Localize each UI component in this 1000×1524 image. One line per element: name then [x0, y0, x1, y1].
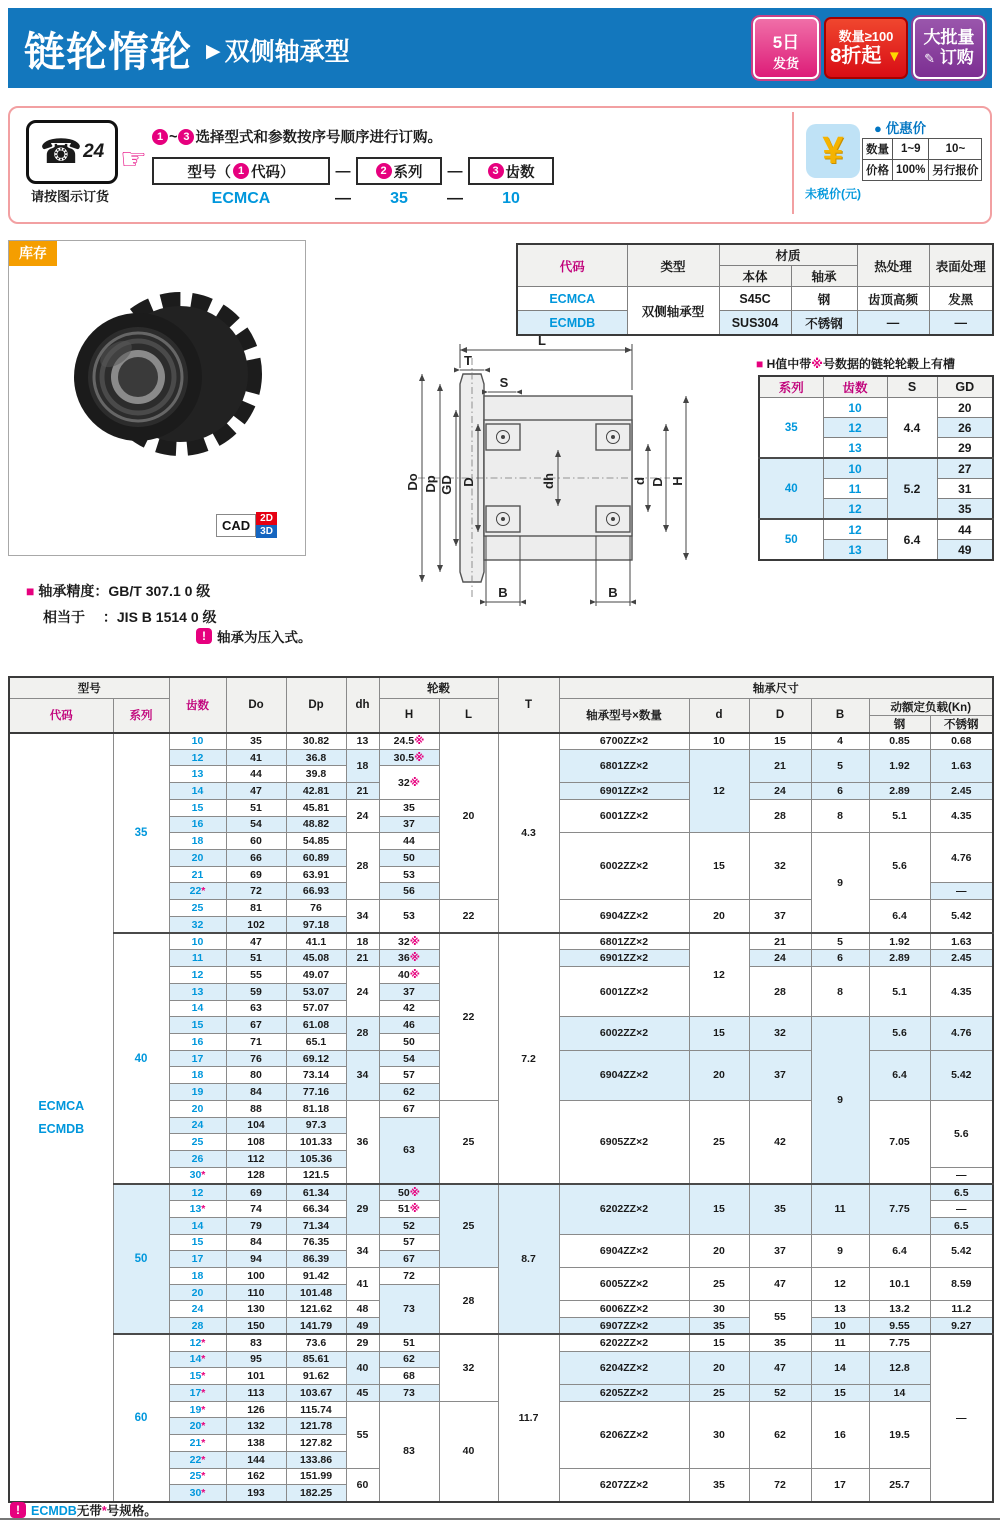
arrow-icon: ▶ — [206, 40, 221, 62]
press-fit-note: ! 轴承为压入式。 — [196, 626, 312, 646]
svg-text:T: T — [464, 353, 472, 368]
table-row: 20 88 81.18 36 67 25 6905ZZ×2 25 42 7.05 5.6 — [9, 1100, 993, 1117]
col-code: 代码 — [9, 698, 113, 733]
svg-text:D: D — [650, 477, 665, 487]
col-bearing-dims: 轴承尺寸 — [559, 677, 993, 698]
col-D: D — [749, 698, 811, 733]
col-surface-treatment: 表面处理 — [929, 244, 993, 287]
order-format-boxes — [152, 157, 554, 185]
table-row: 18 100 91.42 41 72 28 6005ZZ×2 25 47 12 10.1 8.59 — [9, 1268, 993, 1285]
table-row: 15 84 76.35 34 57 6904ZZ×2 20 37 9 6.4 5.42 — [9, 1234, 993, 1251]
table-row: 50 12 6.4 44 — [759, 519, 993, 540]
order-example-values: ECMCA — 35 — 10 — [152, 190, 554, 208]
technical-drawing — [318, 332, 768, 628]
svg-text:Do: Do — [405, 473, 420, 491]
table-row: 14 79 71.34 52 6.5 — [9, 1217, 993, 1234]
table-row: 40 10 5.2 27 — [759, 458, 993, 479]
price-caption: 未税价(元) — [805, 187, 861, 201]
col-T: T — [498, 677, 559, 733]
table-row: 13 59 53.07 37 — [9, 983, 993, 1000]
svg-text:B: B — [498, 585, 508, 600]
badge-5day-line2: 发货 — [772, 55, 799, 71]
table-row: ECMCA 双侧轴承型 S45C 钢 齿顶高频 发黑 — [517, 287, 993, 311]
table-row: 15 51 45.81 24 35 6001ZZ×2 28 8 5.1 4.35 — [9, 799, 993, 816]
badge-volume-discount — [824, 17, 908, 79]
table-row: 13 44 39.8 32※ — [9, 766, 993, 783]
instruction-text: 选择型式和参数按序号顺序进行订购。 — [195, 130, 442, 146]
cad-3d-button[interactable]: 3D — [256, 525, 277, 538]
phone-24h-icon — [26, 120, 118, 184]
table-row: 13 29 — [759, 438, 993, 459]
exclamation-icon: ! — [196, 628, 212, 644]
circled-3-icon: 3 — [488, 163, 504, 179]
header-badges — [753, 17, 985, 79]
cad-label: CAD — [216, 514, 256, 537]
product-photo — [38, 262, 268, 492]
badge-5day-line1: 5日 — [772, 32, 800, 52]
table-row: ECMDB SUS304 不锈钢 — — — [517, 311, 993, 336]
col-type: 类型 — [627, 244, 719, 287]
table-row: 30* 128 121.5 — — [9, 1167, 993, 1184]
table-row: 12 41 36.8 18 30.5※ 6801ZZ×2 12 21 5 1.92 1.63 — [9, 749, 993, 766]
gd-table-title: ■ H值中带※号数据的链轮轮毂上有槽 — [756, 357, 955, 371]
table-row: 14 63 57.07 42 — [9, 1000, 993, 1017]
order-box-teeth: 3 齿数 — [468, 157, 554, 185]
table-row: 20* 132 121.78 — [9, 1418, 993, 1435]
table-row: 28 150 141.79 49 6907ZZ×2 35 10 9.55 9.27 — [9, 1318, 993, 1335]
table-row: 12 26 — [759, 418, 993, 438]
col-dynamic-load: 动额定负载(Kn) — [869, 698, 993, 715]
table-row: 数量 1~9 10~ — [863, 139, 982, 160]
order-box-series: 2 系列 — [356, 157, 442, 185]
discount-price-table — [862, 138, 982, 181]
pink-square-icon: ■ — [26, 583, 35, 599]
table-row: 19* 126 115.74 55 83 40 6206ZZ×2 30 62 16 19.5 — [9, 1401, 993, 1418]
col-steel: 钢 — [869, 715, 930, 733]
col-series: 系列 — [759, 376, 823, 398]
dash: — — [447, 162, 463, 180]
svg-text:D: D — [461, 477, 476, 487]
badge-discount-line1: 数量≥100 — [838, 28, 894, 44]
col-Dp: Dp — [286, 677, 346, 733]
svg-text:dh: dh — [541, 473, 556, 489]
table-row: 16 71 65.1 50 — [9, 1033, 993, 1050]
table-row: 26 112 105.36 — [9, 1150, 993, 1167]
pointing-hand-icon: ☞ — [120, 143, 147, 176]
table-row: 15 67 61.08 28 46 6002ZZ×2 15 32 9 5.6 4.76 — [9, 1017, 993, 1034]
discount-price-label: ● 优惠价 — [874, 121, 927, 136]
table-row: ECMCA ECMDB 35 10 35 30.82 13 24.5※ 20 4.3 6700ZZ×2 10 15 4 0.85 0.68 — [9, 733, 993, 750]
table-row: 13* 74 66.34 51※ — — [9, 1201, 993, 1218]
circled-2-icon: 2 — [376, 163, 392, 179]
table-row: 25 108 101.33 — [9, 1134, 993, 1151]
col-dh: dh — [346, 677, 379, 733]
cad-badge — [216, 512, 277, 538]
svg-text:H: H — [670, 476, 685, 486]
svg-text:Dp: Dp — [423, 475, 438, 493]
svg-text:d: d — [632, 477, 647, 485]
gd-table — [758, 375, 994, 561]
col-model: 型号 — [9, 677, 169, 698]
table-row: 17 94 86.39 67 — [9, 1251, 993, 1268]
bearing-precision-note: ■ 轴承精度：GB/T 307.1 0 级 相当于 ：JIS B 1514 0 级 — [26, 583, 217, 625]
col-bearing-model: 轴承型号×数量 — [559, 698, 689, 733]
badge-discount-line2: 8折起 — [830, 44, 882, 67]
svg-text:S: S — [499, 375, 509, 390]
table-row: 21* 138 127.82 — [9, 1435, 993, 1452]
table-row: 35 10 4.4 20 — [759, 398, 993, 418]
table-row: 50 12 69 61.34 29 50※ 25 8.7 6202ZZ×2 15 35 11 7.75 6.5 — [9, 1184, 993, 1201]
phone-caption: 请按图示订货 — [30, 189, 109, 204]
col-hub: 轮毂 — [379, 677, 498, 698]
badge-bulk-order — [913, 17, 985, 79]
table-row: 14 47 42.81 21 6901ZZ×2 24 6 2.89 2.45 — [9, 783, 993, 800]
badge-5day-shipping — [753, 17, 819, 79]
page-subtitle: 双侧轴承型 — [224, 38, 350, 66]
order-instruction — [152, 126, 442, 147]
pink-square-icon: ■ — [756, 357, 764, 371]
col-Do: Do — [226, 677, 286, 733]
table-row: 24 104 97.3 63 — [9, 1117, 993, 1134]
col-B: B — [811, 698, 869, 733]
code-cell: ECMCA ECMDB — [9, 733, 113, 1502]
table-row: 20 110 101.48 73 — [9, 1284, 993, 1301]
order-box-model: 型号（ 1 代码） — [152, 157, 330, 185]
table-row: 17 76 69.12 34 54 6904ZZ×2 20 37 6.4 5.42 — [9, 1050, 993, 1067]
stock-badge: 库存 — [9, 241, 57, 266]
col-teeth: 齿数 — [823, 376, 887, 398]
col-material: 材质 — [719, 244, 857, 266]
svg-text:L: L — [538, 333, 546, 348]
col-series: 系列 — [113, 698, 169, 733]
table-row: 32 102 97.18 — [9, 916, 993, 933]
col-heat-treatment: 热处理 — [857, 244, 929, 287]
table-row: 18 80 73.14 57 — [9, 1067, 993, 1084]
col-GD: GD — [937, 376, 993, 398]
table-row: 16 54 48.82 37 — [9, 816, 993, 833]
table-row: 30* 193 182.25 — [9, 1485, 993, 1502]
col-bearing: 轴承 — [791, 266, 857, 287]
col-code: 代码 — [517, 244, 627, 287]
svg-text:GD: GD — [439, 475, 454, 495]
col-teeth: 齿数 — [169, 677, 226, 733]
tilde: ~ — [169, 128, 178, 145]
col-body: 本体 — [719, 266, 791, 287]
pencil-icon: ✎ — [924, 50, 936, 66]
material-table — [516, 243, 994, 336]
table-row: 25 81 76 34 53 22 6904ZZ×2 20 37 6.4 5.42 — [9, 900, 993, 917]
example-series: 35 — [390, 190, 408, 207]
svg-text:B: B — [608, 585, 618, 600]
table-row: 价格 100% 另行报价 — [863, 160, 982, 181]
bullet-icon: ● — [874, 121, 882, 136]
table-row: 25* 162 151.99 60 6207ZZ×2 35 72 17 25.7 — [9, 1468, 993, 1485]
table-row: 11 51 45.08 21 36※ 6901ZZ×2 24 6 2.89 2.45 — [9, 950, 993, 967]
down-arrow-icon: ▼ — [886, 47, 902, 65]
exclamation-icon: ! — [10, 1502, 26, 1518]
main-dimension-table — [8, 676, 994, 1503]
circled-3-icon: 3 — [178, 129, 194, 145]
col-d: d — [689, 698, 749, 733]
phone-24-label: 24 — [83, 141, 105, 162]
table-row: 17* 113 103.67 45 73 6205ZZ×2 25 52 15 14 — [9, 1385, 993, 1402]
divider — [0, 1518, 1000, 1520]
col-L: L — [439, 698, 498, 733]
col-S: S — [887, 376, 937, 398]
table-row: 11 31 — [759, 479, 993, 499]
phone-icon: ☎ — [39, 133, 83, 171]
table-row: 60 12* 83 73.6 29 51 32 11.7 6202ZZ×2 15 35 11 7.75 — — [9, 1334, 993, 1351]
cad-2d-button[interactable]: 2D — [256, 512, 277, 525]
table-row: 24 130 121.62 48 6006ZZ×2 30 55 13 13.2 11.2 — [9, 1301, 993, 1318]
dash: — — [335, 162, 351, 180]
example-teeth: 10 — [502, 190, 520, 207]
table-row: 22* 72 66.93 56 — — [9, 883, 993, 900]
example-code: ECMCA — [211, 190, 271, 207]
table-row: 12 55 49.07 24 40※ 6001ZZ×2 28 8 5.1 4.35 — [9, 967, 993, 984]
badge-bulk-line2: 订购 — [939, 47, 974, 67]
col-stainless: 不锈钢 — [930, 715, 993, 733]
table-row: 14* 95 85.61 40 62 6204ZZ×2 20 47 14 12.8 — [9, 1351, 993, 1368]
table-row: 13 49 — [759, 540, 993, 561]
table-row: 15* 101 91.62 68 — [9, 1368, 993, 1385]
header-bar — [8, 8, 992, 88]
table-row: 12 35 — [759, 499, 993, 520]
table-row: 21 69 63.91 53 — [9, 866, 993, 883]
col-H: H — [379, 698, 439, 733]
badge-bulk-line1: 大批量 — [923, 27, 975, 47]
table-row: 40 10 47 41.1 18 32※ 22 7.2 6801ZZ×2 12 21 5 1.92 1.63 — [9, 933, 993, 950]
circled-1-icon: 1 — [152, 129, 168, 145]
page-title: 链轮惰轮 — [24, 28, 192, 75]
table-row: 19 84 77.16 62 — [9, 1084, 993, 1101]
circled-1-icon: 1 — [233, 163, 249, 179]
footer-note: ! ECMDB无带*号规格。 — [10, 1501, 157, 1519]
table-row: 22* 144 133.86 — [9, 1451, 993, 1468]
table-row: 20 66 60.89 50 — [9, 850, 993, 867]
table-row: 18 60 54.85 28 44 6002ZZ×2 15 32 9 5.6 4.76 — [9, 833, 993, 850]
yen-price-icon: ¥ — [806, 124, 860, 178]
